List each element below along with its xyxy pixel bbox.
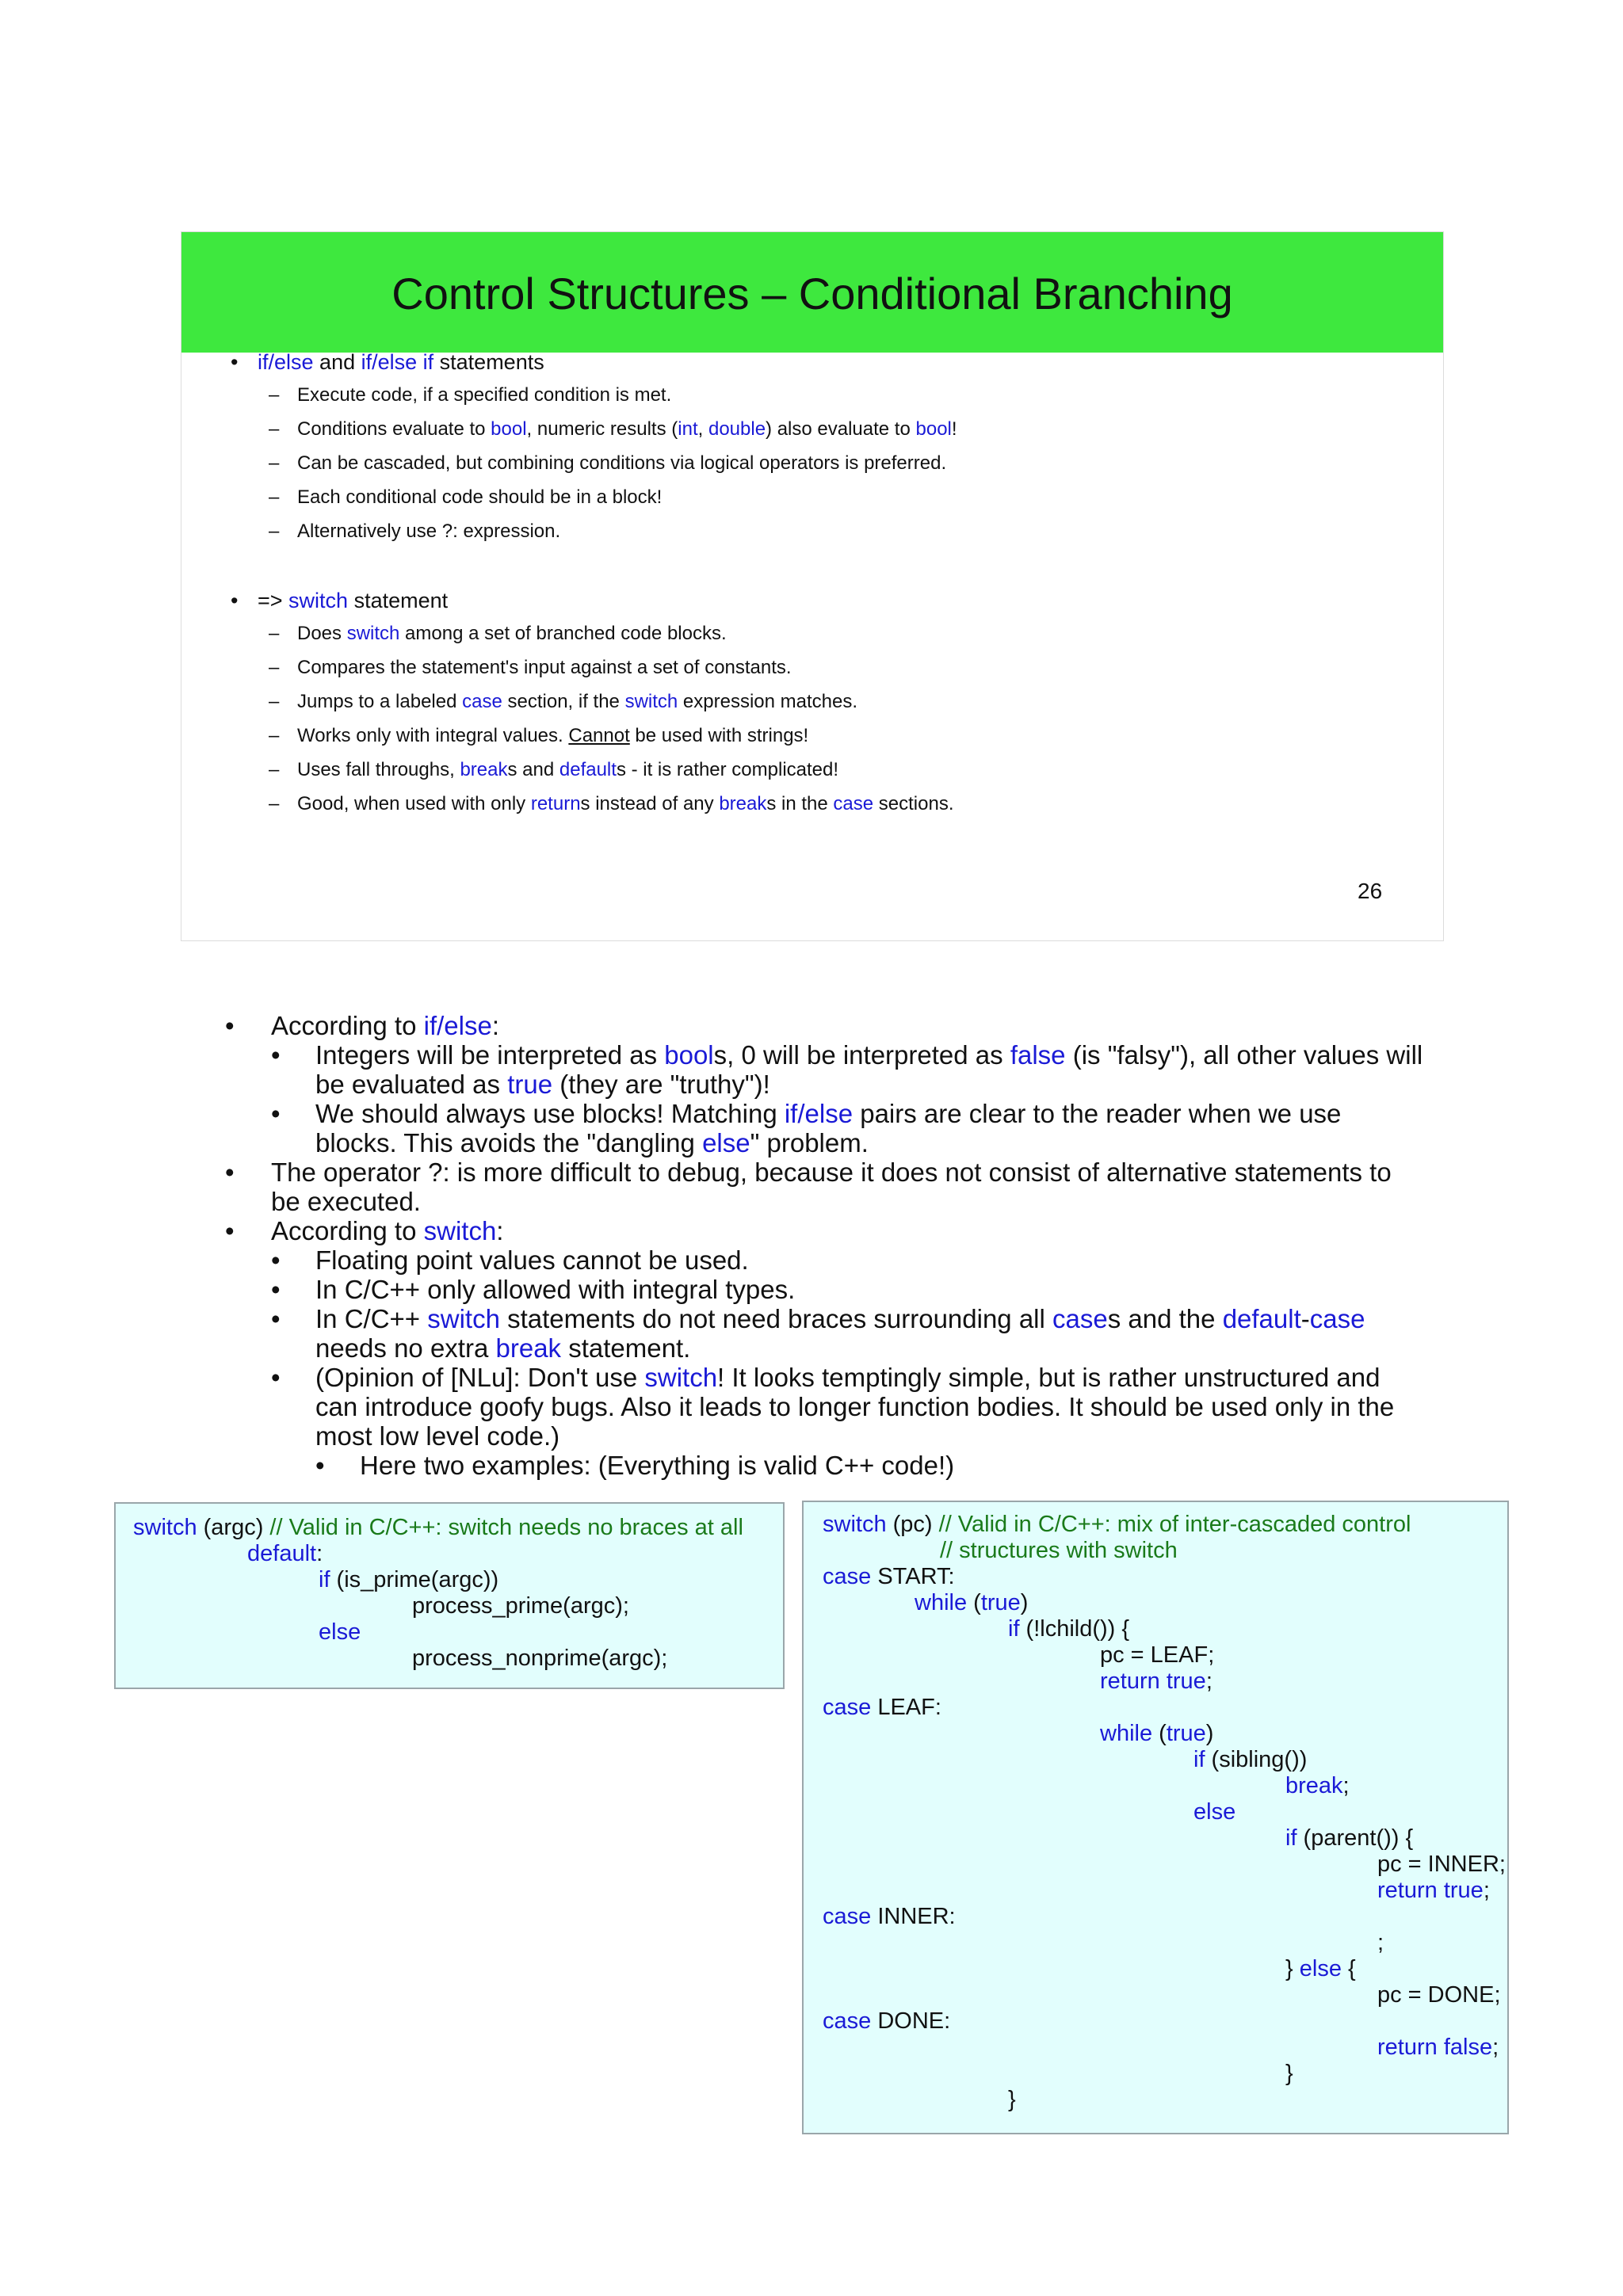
code-line <box>1193 1749 1307 1772</box>
text: , <box>697 418 708 440</box>
note-continuation <box>315 1071 770 1097</box>
keyword: bool <box>491 418 527 440</box>
keyword: int <box>678 418 698 440</box>
bullet: • <box>271 1275 281 1304</box>
code-line <box>1285 1775 1350 1798</box>
code-line: ; <box>1377 1930 1384 1955</box>
keyword: case <box>823 2008 872 2034</box>
keyword: switch <box>624 691 678 712</box>
text: ( <box>1152 1721 1167 1746</box>
bullet: • <box>315 1451 325 1480</box>
note-continuation: most low level code.) <box>315 1421 560 1451</box>
text: statement. <box>561 1333 691 1363</box>
code-line <box>940 1539 1178 1562</box>
text: s instead of any <box>580 793 720 814</box>
text: expression matches. <box>678 691 858 712</box>
text: LEAF: <box>871 1695 941 1720</box>
text: and <box>313 350 361 374</box>
keyword: break <box>460 759 508 780</box>
slide-bullet-if-else <box>231 352 544 373</box>
text: According to <box>271 1216 424 1245</box>
text: ! <box>951 418 957 440</box>
keyword: case <box>462 691 502 712</box>
text: (!lchild()) { <box>1019 1616 1130 1642</box>
text: Can be cascaded, but combining conditions via logical operators is preferred. <box>297 452 947 474</box>
text: Execute code, if a specified condition is met. <box>297 384 672 406</box>
code-line <box>1377 2036 1499 2059</box>
slide-page-number: 26 <box>1358 879 1383 903</box>
text: Good, when used with only <box>297 793 531 814</box>
text: blocks. This avoids the "dangling <box>315 1128 703 1158</box>
text: ) <box>1205 1721 1214 1746</box>
keyword: else <box>702 1128 750 1158</box>
text: Does <box>297 623 347 644</box>
note-continuation: be executed. <box>271 1187 421 1216</box>
text: pairs are clear to the reader when we use <box>853 1099 1342 1128</box>
note-bullet <box>271 1363 1381 1392</box>
text: ! It looks temptingly simple, but is rather unstructured and <box>717 1363 1381 1392</box>
bullet: • <box>271 1040 281 1070</box>
code-line <box>823 1566 955 1589</box>
note-bullet <box>271 1099 1342 1128</box>
code-line: pc = LEAF; <box>1100 1642 1215 1668</box>
keyword: false <box>1443 2035 1493 2060</box>
keyword: true <box>507 1070 553 1099</box>
keyword: case <box>823 1904 872 1929</box>
keyword: else <box>319 1619 361 1645</box>
comment: // structures with switch <box>940 1538 1178 1563</box>
text: : <box>491 1011 499 1040</box>
text: section, if the <box>502 691 625 712</box>
code-line: process_prime(argc); <box>412 1593 629 1619</box>
keyword: if <box>1008 1616 1020 1642</box>
text: In C/C++ only allowed with integral types. <box>315 1275 796 1304</box>
text: be used with strings! <box>629 725 809 746</box>
slide-subbullet: – Alternatively use ?: expression. <box>269 521 561 542</box>
text: ( <box>967 1590 981 1615</box>
keyword: else <box>1193 1799 1236 1825</box>
text: s and the <box>1107 1304 1223 1333</box>
keyword: if <box>319 1567 330 1592</box>
text: s in the <box>766 793 834 814</box>
slide-subbullet: – Each conditional code should be in a block! <box>269 486 663 508</box>
keyword: else <box>1299 1956 1342 1981</box>
text: In C/C++ <box>315 1304 428 1333</box>
text: (pc) <box>886 1512 939 1537</box>
text: Each conditional code should be in a block! <box>297 486 663 508</box>
keyword: case <box>823 1564 872 1589</box>
text: s, 0 will be interpreted as <box>713 1040 1010 1070</box>
keyword: return <box>1377 1878 1438 1903</box>
text: Here two examples: (Everything is valid C++ code!) <box>360 1451 955 1480</box>
keyword: if <box>1285 1825 1297 1851</box>
slide-subbullet: – Does switch among a set of branched code blocks. <box>269 623 727 644</box>
keyword: break <box>719 793 767 814</box>
keyword: true <box>980 1590 1021 1615</box>
keyword: if <box>1193 1747 1205 1772</box>
code-line <box>1193 1801 1235 1824</box>
note-bullet <box>315 1451 955 1480</box>
keyword: while <box>915 1590 968 1615</box>
bullet: • <box>225 1011 235 1040</box>
bullet: • <box>271 1363 281 1392</box>
slide <box>181 231 1444 941</box>
code-line <box>319 1569 498 1592</box>
code-line: pc = DONE; <box>1377 1982 1501 2008</box>
text: , numeric results ( <box>526 418 678 440</box>
note-bullet <box>271 1275 796 1304</box>
keyword: break <box>495 1333 562 1363</box>
text: : <box>496 1216 504 1245</box>
slide-subbullet: – Compares the statement's input against a set of constants. <box>269 657 792 678</box>
keyword: bool <box>915 418 952 440</box>
text: Integers will be interpreted as <box>315 1040 665 1070</box>
keyword: case <box>1052 1304 1108 1333</box>
keyword: while <box>1100 1721 1153 1746</box>
text: (they are "truthy")! <box>552 1070 770 1099</box>
slide-bullet-switch <box>231 590 448 612</box>
slide-subbullet: – Good, when used with only returns instead of any breaks in the case sections. <box>269 793 954 814</box>
text: statements <box>433 350 544 374</box>
slide-header <box>181 232 1443 353</box>
text <box>1438 2035 1444 2060</box>
code-example-2 <box>802 1501 1509 2134</box>
keyword: switch <box>427 1304 500 1333</box>
text: be evaluated as <box>315 1070 508 1099</box>
text: Floating point values cannot be used. <box>315 1245 749 1275</box>
keyword: switch <box>644 1363 718 1392</box>
code-line: pc = INNER; <box>1377 1852 1506 1877</box>
code-line <box>1100 1722 1213 1745</box>
keyword: switch <box>423 1216 497 1245</box>
code-line: process_nonprime(argc); <box>412 1646 668 1671</box>
text: START: <box>871 1564 955 1589</box>
keyword: double <box>708 418 766 440</box>
keyword: true <box>1166 1669 1206 1694</box>
bullet: • <box>271 1099 281 1128</box>
text: ; <box>1342 1773 1350 1798</box>
keyword: bool <box>664 1040 714 1070</box>
keyword: switch <box>346 623 400 644</box>
keyword: default <box>1222 1304 1301 1333</box>
code-example-1 <box>114 1502 785 1689</box>
bullet: • <box>271 1245 281 1275</box>
keyword: return <box>1100 1669 1160 1694</box>
text <box>1160 1669 1167 1694</box>
slide-subbullet: – Works only with integral values. Cannot be used with strings! <box>269 725 809 746</box>
text: Jumps to a labeled <box>297 691 463 712</box>
text: Compares the statement's input against a set of constants. <box>297 657 792 678</box>
code-line <box>823 1513 1411 1536</box>
text: - <box>1300 1304 1310 1333</box>
keyword: true <box>1166 1721 1206 1746</box>
keyword: true <box>1443 1878 1484 1903</box>
note-bullet <box>271 1040 1423 1070</box>
comment: // Valid in C/C++: switch needs no braces at all <box>269 1515 743 1540</box>
text <box>1438 1878 1444 1903</box>
note-bullet <box>271 1245 749 1275</box>
text: According to <box>271 1011 424 1040</box>
code-line <box>823 1905 956 1928</box>
note-continuation <box>315 1335 690 1361</box>
text: statements do not need braces surrounding all <box>499 1304 1053 1333</box>
slide-subbullet: – Conditions evaluate to bool, numeric results (int, double) also evaluate to bool! <box>269 418 957 440</box>
text: : <box>316 1541 323 1566</box>
code-line <box>319 1621 361 1644</box>
bullet: • <box>271 1304 281 1333</box>
text: (Opinion of [NLu]: Don't use <box>315 1363 645 1392</box>
text: Alternatively use ?: expression. <box>297 521 561 542</box>
keyword: if/else <box>258 350 314 374</box>
slide-subbullet: – Execute code, if a specified condition is met. <box>269 384 672 406</box>
keyword: case <box>833 793 874 814</box>
keyword: switch <box>288 589 349 612</box>
keyword: switch <box>823 1512 887 1537</box>
text: Uses fall throughs, <box>297 759 460 780</box>
note-bullet <box>225 1216 504 1245</box>
text: ; <box>1483 1878 1490 1903</box>
text: { <box>1341 1956 1356 1981</box>
code-line: } <box>1008 2087 1016 2112</box>
text: s and <box>507 759 559 780</box>
bullet: • <box>231 589 239 612</box>
code-line <box>1100 1670 1212 1693</box>
note-continuation: can introduce goofy bugs. Also it leads to longer function bodies. It should be used only in the <box>315 1392 1395 1421</box>
text: (argc) <box>197 1515 270 1540</box>
code-line: } <box>1285 2061 1293 2086</box>
text: The operator ?: is more difficult to debug, because it does not consist of alternative statements to <box>271 1158 1392 1187</box>
text: => <box>258 589 289 612</box>
code-line <box>823 2010 950 2033</box>
code-line <box>1008 1618 1129 1641</box>
note-bullet <box>225 1011 499 1040</box>
keyword: return <box>1377 2035 1438 2060</box>
slide-subbullet: – Can be cascaded, but combining conditions via logical operators is preferred. <box>269 452 947 474</box>
text: ; <box>1492 2035 1499 2060</box>
code-line <box>823 1696 941 1719</box>
text: DONE: <box>871 2008 951 2034</box>
comment: // Valid in C/C++: mix of inter-cascaded control <box>938 1512 1411 1537</box>
note-bullet <box>225 1158 1392 1187</box>
bullet: • <box>225 1216 235 1245</box>
text: } <box>1285 1956 1300 1981</box>
keyword: if/else <box>423 1011 492 1040</box>
keyword: default <box>247 1541 317 1566</box>
code-line <box>1285 1958 1356 1981</box>
underlined-text: Cannot <box>568 725 630 746</box>
keyword: switch <box>133 1515 197 1540</box>
note-bullet <box>271 1304 1365 1333</box>
keyword: case <box>823 1695 872 1720</box>
text: ) also evaluate to <box>766 418 916 440</box>
keyword: if/else if <box>361 350 434 374</box>
keyword: if/else <box>784 1099 854 1128</box>
slide-title: Control Structures – Conditional Branching <box>391 269 1233 318</box>
text: Works only with integral values. <box>297 725 569 746</box>
text: among a set of branched code blocks. <box>399 623 727 644</box>
text: We should always use blocks! Matching <box>315 1099 785 1128</box>
code-line <box>133 1516 743 1539</box>
bullet: • <box>225 1158 235 1187</box>
text: statement <box>348 589 449 612</box>
text: " problem. <box>750 1128 869 1158</box>
keyword: false <box>1010 1040 1066 1070</box>
keyword: case <box>1309 1304 1365 1333</box>
keyword: break <box>1285 1773 1343 1798</box>
code-line <box>1377 1879 1490 1902</box>
text: (is "falsy"), all other values will <box>1065 1040 1423 1070</box>
keyword: return <box>530 793 581 814</box>
slide-subbullet: – Jumps to a labeled case section, if the switch expression matches. <box>269 691 858 712</box>
text: s - it is rather complicated! <box>616 759 839 780</box>
text: ; <box>1205 1669 1212 1694</box>
code-line <box>915 1592 1028 1615</box>
text: Conditions evaluate to <box>297 418 491 440</box>
keyword: default <box>559 759 617 780</box>
bullet: • <box>231 350 239 374</box>
text: (is_prime(argc)) <box>330 1567 499 1592</box>
text: ) <box>1020 1590 1029 1615</box>
text: (parent()) { <box>1296 1825 1414 1851</box>
text: (sibling()) <box>1205 1747 1308 1772</box>
text: INNER: <box>871 1904 956 1929</box>
code-line <box>247 1543 323 1566</box>
code-line <box>1285 1827 1413 1850</box>
note-continuation <box>315 1130 869 1156</box>
text: sections. <box>873 793 954 814</box>
slide-subbullet: – Uses fall throughs, breaks and defaults - it is rather complicated! <box>269 759 839 780</box>
text: needs no extra <box>315 1333 496 1363</box>
